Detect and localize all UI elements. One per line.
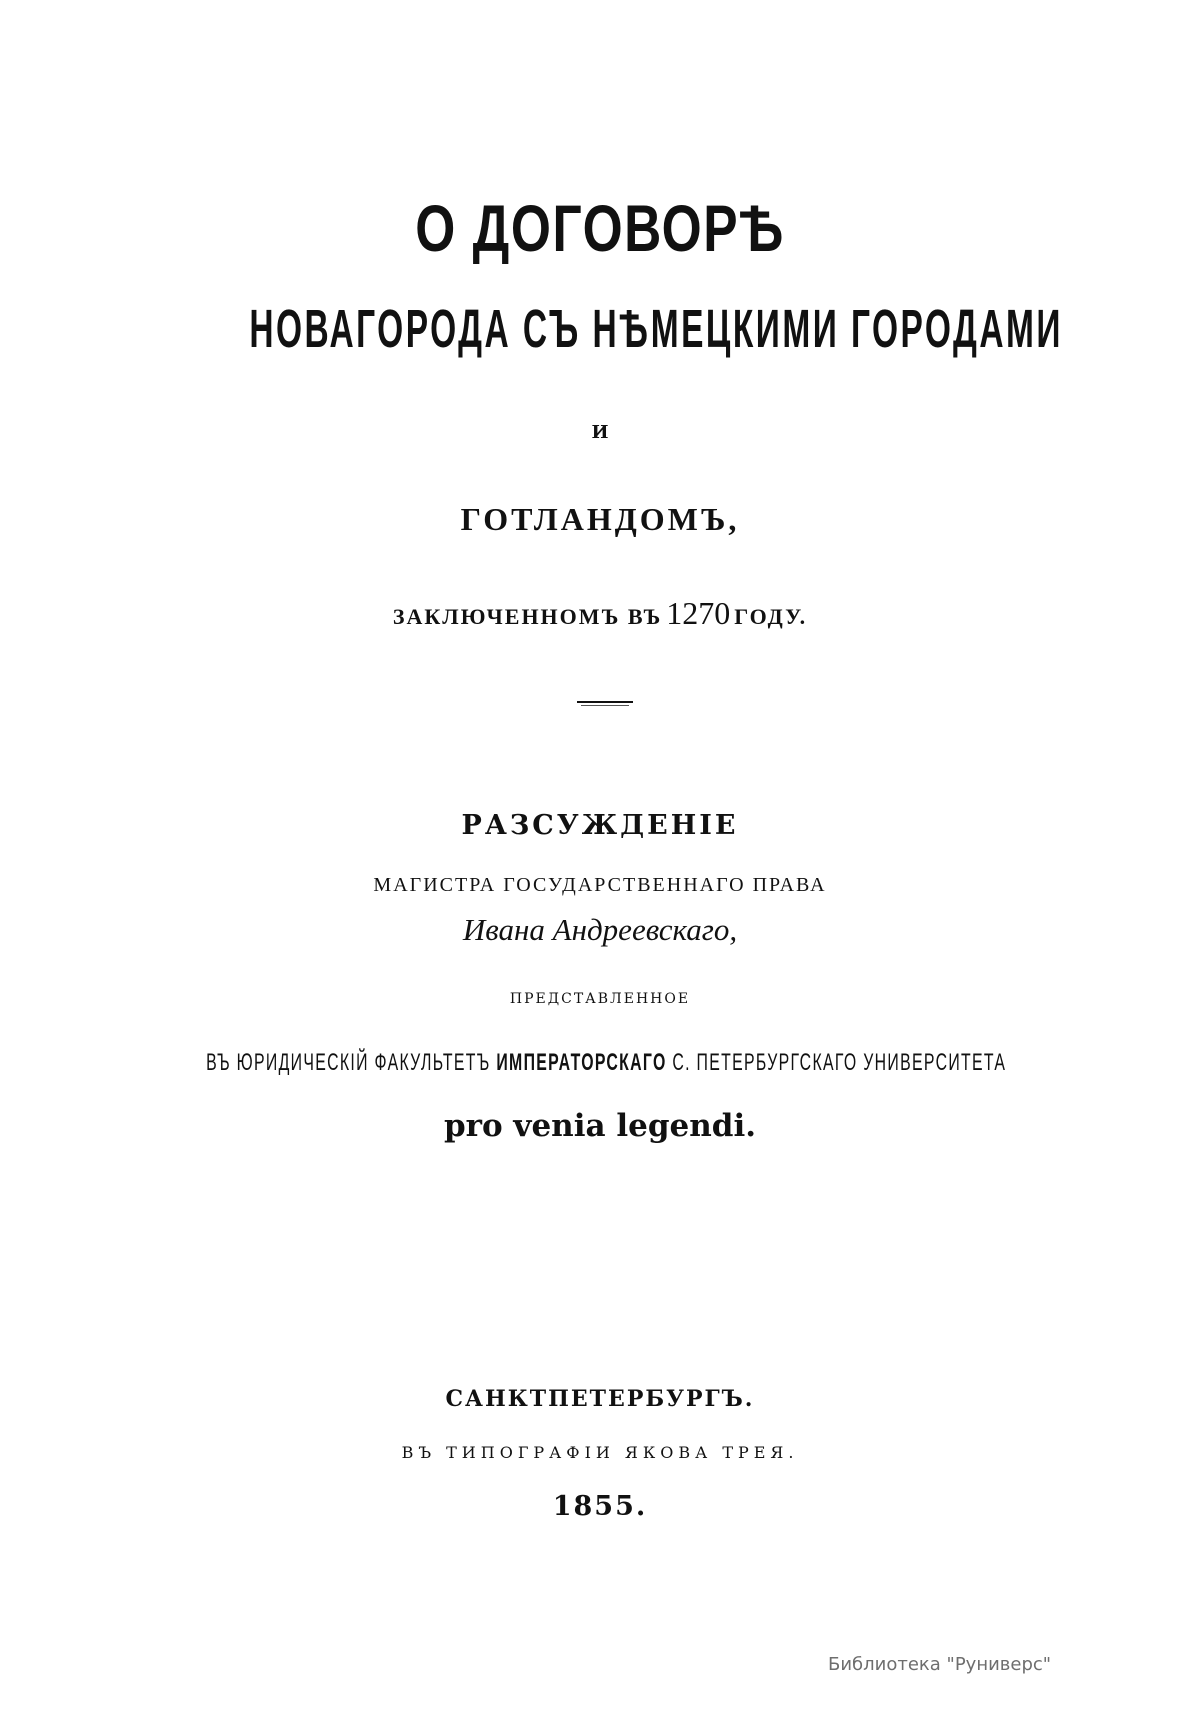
faculty-emphasis: ИМПЕРАТОРСКАГО bbox=[496, 1049, 667, 1076]
concluded-year: 1270 bbox=[666, 595, 731, 631]
author-name: Ивана Андреевскаго, bbox=[462, 912, 738, 947]
faculty-line bbox=[0, 1048, 1200, 1077]
faculty-suffix: С. ПЕТЕРБУРГСКАГО УНИВЕРСИТЕТА bbox=[672, 1049, 1007, 1076]
concluded-line bbox=[0, 595, 1200, 632]
dissertation-label: РАЗСУЖДЕНІЕ bbox=[461, 810, 739, 841]
imprint-year: 1855. bbox=[552, 1491, 648, 1522]
main-title bbox=[0, 190, 1200, 267]
subtitle bbox=[0, 297, 1200, 360]
degree-line: МАГИСТРА ГОСУДАРСТВЕННАГО ПРАВА bbox=[373, 874, 827, 896]
latin-phrase: pro venia legendi. bbox=[443, 1108, 757, 1144]
library-watermark: Библиотека "Руниверс" bbox=[828, 1654, 1052, 1675]
title-third-line: ГОТЛАНДОМЪ, bbox=[460, 501, 740, 537]
subtitle-text: НОВАГОРОДА СЪ НѢМЕЦКИМИ ГОРОДАМИ bbox=[249, 299, 1063, 359]
ornamental-rule bbox=[577, 701, 633, 703]
faculty-text bbox=[206, 1049, 1006, 1077]
title-conjunction: И bbox=[591, 422, 609, 443]
concluded-prefix: ЗАКЛЮЧЕННОМЪ ВЪ bbox=[392, 604, 663, 629]
imprint-city: САНКТПЕТЕРБУРГЪ. bbox=[445, 1386, 755, 1412]
imprint-printer: ВЪ ТИПОГРАФІИ ЯКОВА ТРЕЯ. bbox=[401, 1443, 799, 1462]
faculty-prefix: ВЪ ЮРИДИЧЕСКІЙ ФАКУЛЬТЕТЪ bbox=[206, 1049, 491, 1076]
main-title-text: О ДОГОВОРѢ bbox=[414, 191, 786, 265]
concluded-suffix: ГОДУ. bbox=[734, 604, 808, 629]
presented-line: ПРЕДСТАВЛЕННОЕ bbox=[509, 991, 691, 1007]
